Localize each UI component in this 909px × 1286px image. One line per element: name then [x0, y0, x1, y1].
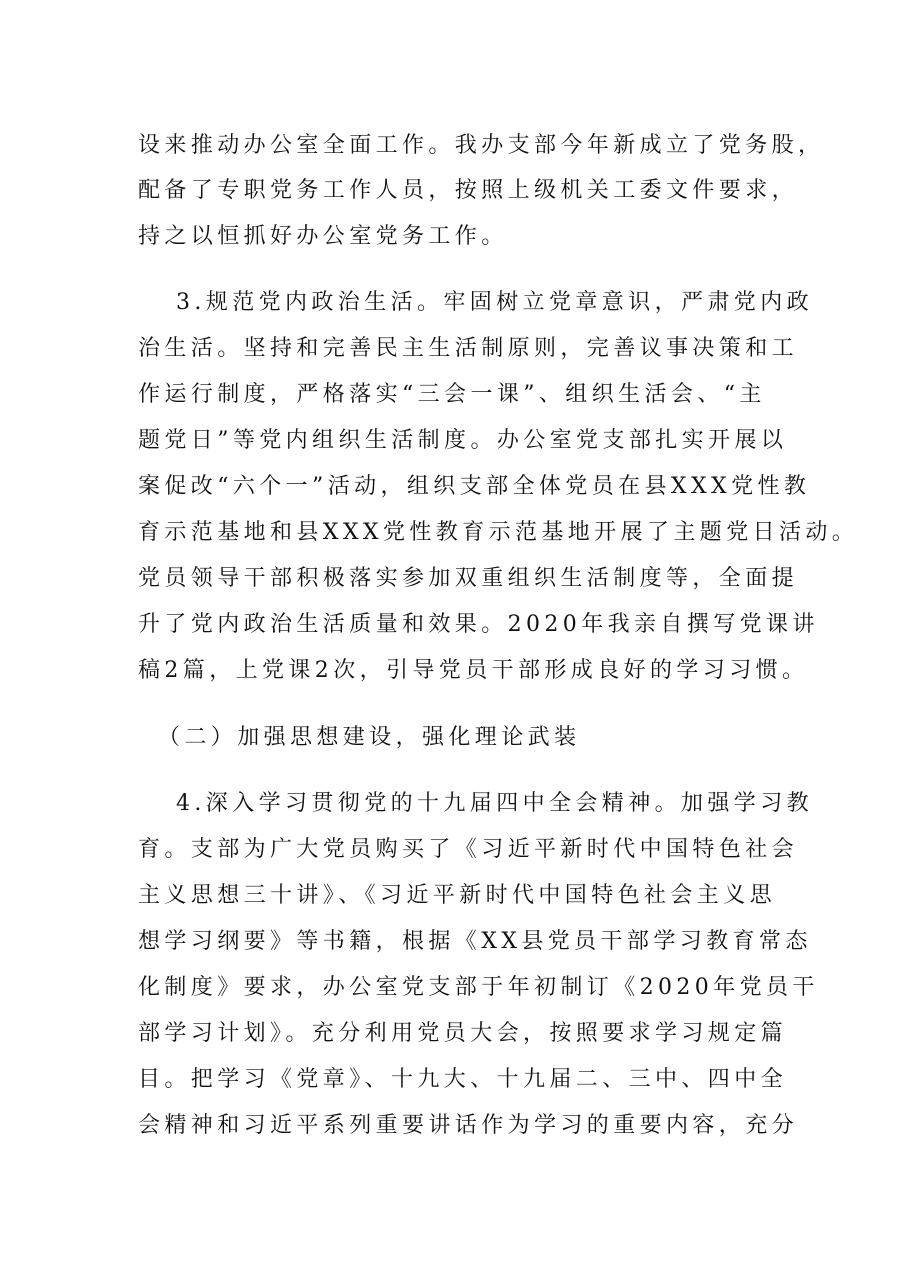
- paragraph-line: 主义思想三十讲》、《习近平新时代中国特色社会主义思: [138, 883, 777, 908]
- paragraph-line: 3.规范党内政治生活。牢固树立党章意识，严肃党内政: [176, 290, 813, 315]
- paragraph-line: 育。支部为广大党员购买了《习近平新时代中国特色社会: [138, 837, 799, 862]
- paragraph-line: 持之以恒抓好办公室党务工作。: [138, 224, 508, 249]
- paragraph-line: 题党日”等党内组织生活制度。办公室党支部扎实开展以: [138, 428, 788, 453]
- paragraph-line: 党员领导干部积极落实参加双重组织生活制度等，全面提: [138, 566, 799, 591]
- paragraph-line: 4.深入学习贯彻党的十九届四中全会精神。加强学习教: [176, 791, 813, 816]
- paragraph-line: 配备了专职党务工作人员，按照上级机关工委文件要求，: [138, 178, 799, 203]
- paragraph-line: 目。把学习《党章》、十九大、十九届二、三中、四中全: [138, 1067, 788, 1092]
- paragraph-line: 稿2篇，上党课2次，引导党员干部形成良好的学习习惯。: [138, 658, 809, 683]
- paragraph-line: 部学习计划》。充分利用党员大会，按照要求学习规定篇: [138, 1021, 788, 1046]
- section-heading: （二）加强思想建设，强化理论武装: [158, 725, 581, 750]
- paragraph-line: 会精神和习近平系列重要讲话作为学习的重要内容，充分: [138, 1113, 799, 1138]
- paragraph-line: 作运行制度，严格落实“三会一课”、组织生活会、“主: [138, 382, 766, 407]
- paragraph-line: 治生活。坚持和完善民主生活制原则，完善议事决策和工: [138, 336, 799, 361]
- paragraph-line: 想学习纲要》等书籍，根据《XX县党员干部学习教育常态: [138, 929, 812, 954]
- paragraph-line: 化制度》要求，办公室党支部于年初制订《2020年党员干: [138, 975, 819, 1000]
- paragraph-line: 育示范基地和县XXX党性教育示范基地开展了主题党日活动。: [138, 520, 859, 545]
- paragraph-line: 案促改“六个一”活动，组织支部全体党员在县XXX党性教: [138, 474, 811, 499]
- paragraph-line: 升了党内政治生活质量和效果。2020年我亲自撰写党课讲: [138, 612, 819, 637]
- paragraph-line: 设来推动办公室全面工作。我办支部今年新成立了党务股，: [138, 133, 825, 158]
